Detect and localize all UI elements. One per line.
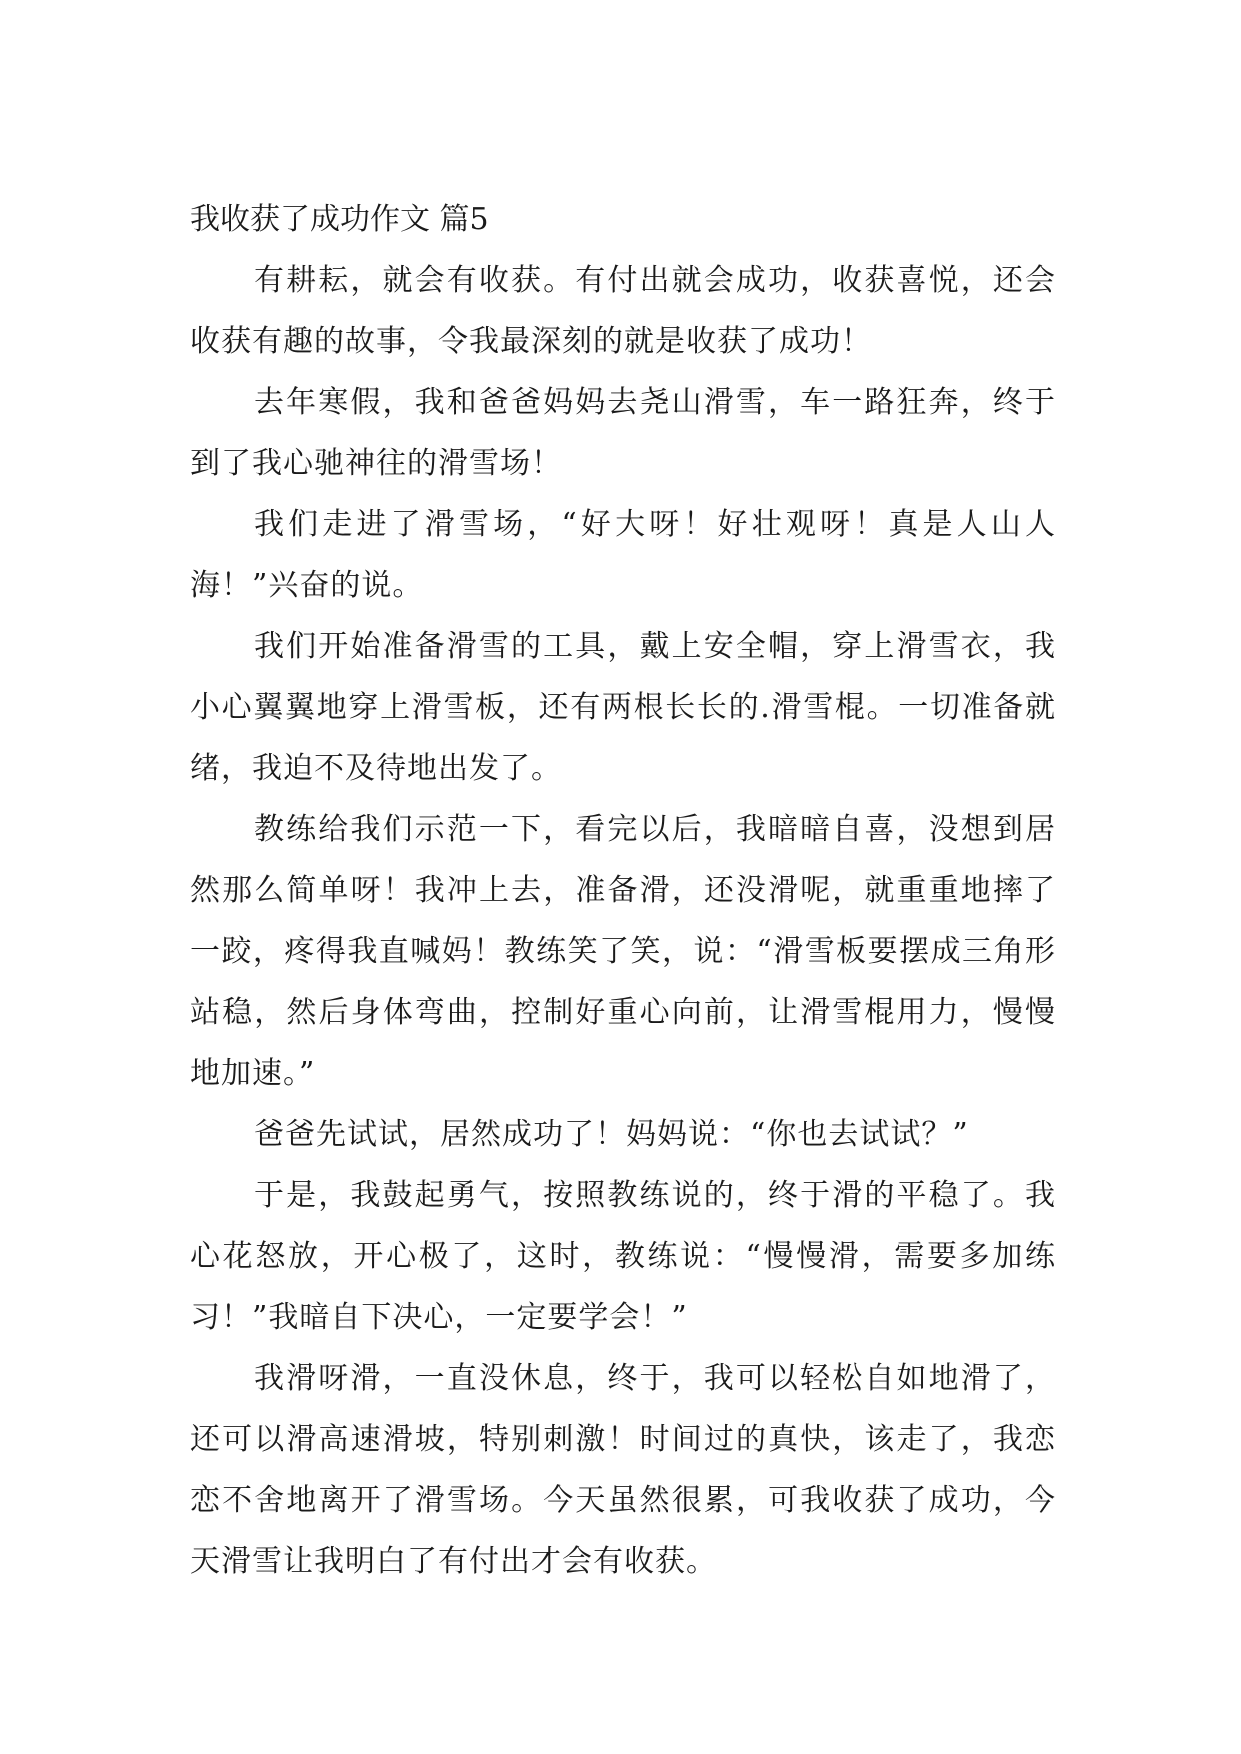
document-page bbox=[190, 190, 1056, 1592]
paragraph-3: 我们走进了滑雪场，“好大呀！好壮观呀！真是人山人海！”兴奋的说。 bbox=[190, 507, 1056, 603]
paragraph-1: 有耕耘，就会有收获。有付出就会成功，收获喜悦，还会收获有趣的故事，令我最深刻的就是收获了成功！ bbox=[190, 263, 1056, 359]
paragraph-4: 我们开始准备滑雪的工具，戴上安全帽，穿上滑雪衣，我小心翼翼地穿上滑雪板，还有两根长长的.滑雪棍。一切准备就绪，我迫不及待地出发了。 bbox=[190, 629, 1056, 786]
paragraph-2: 去年寒假，我和爸爸妈妈去尧山滑雪，车一路狂奔，终于到了我心驰神往的滑雪场！ bbox=[190, 385, 1056, 481]
paragraph-8: 我滑呀滑，一直没休息，终于，我可以轻松自如地滑了，还可以滑高速滑坡，特别刺激！时间过的真快，该走了，我恋恋不舍地离开了滑雪场。今天虽然很累，可我收获了成功，今天滑雪让我明白了有付出才会有收获。 bbox=[190, 1361, 1056, 1579]
paragraph-5: 教练给我们示范一下，看完以后，我暗暗自喜，没想到居然那么简单呀！我冲上去，准备滑，还没滑呢，就重重地摔了一跤，疼得我直喊妈！教练笑了笑，说：“滑雪板要摆成三角形站稳，然后身体弯曲，控制好重心向前，让滑雪棍用力，慢慢地加速。” bbox=[190, 812, 1056, 1091]
paragraph-6: 爸爸先试试，居然成功了！妈妈说：“你也去试试？” bbox=[254, 1117, 969, 1152]
paragraph-7: 于是，我鼓起勇气，按照教练说的，终于滑的平稳了。我心花怒放，开心极了，这时，教练说：“慢慢滑，需要多加练习！”我暗自下决心，一定要学会！” bbox=[190, 1178, 1056, 1335]
document-title: 我收获了成功作文 篇5 bbox=[190, 202, 489, 237]
